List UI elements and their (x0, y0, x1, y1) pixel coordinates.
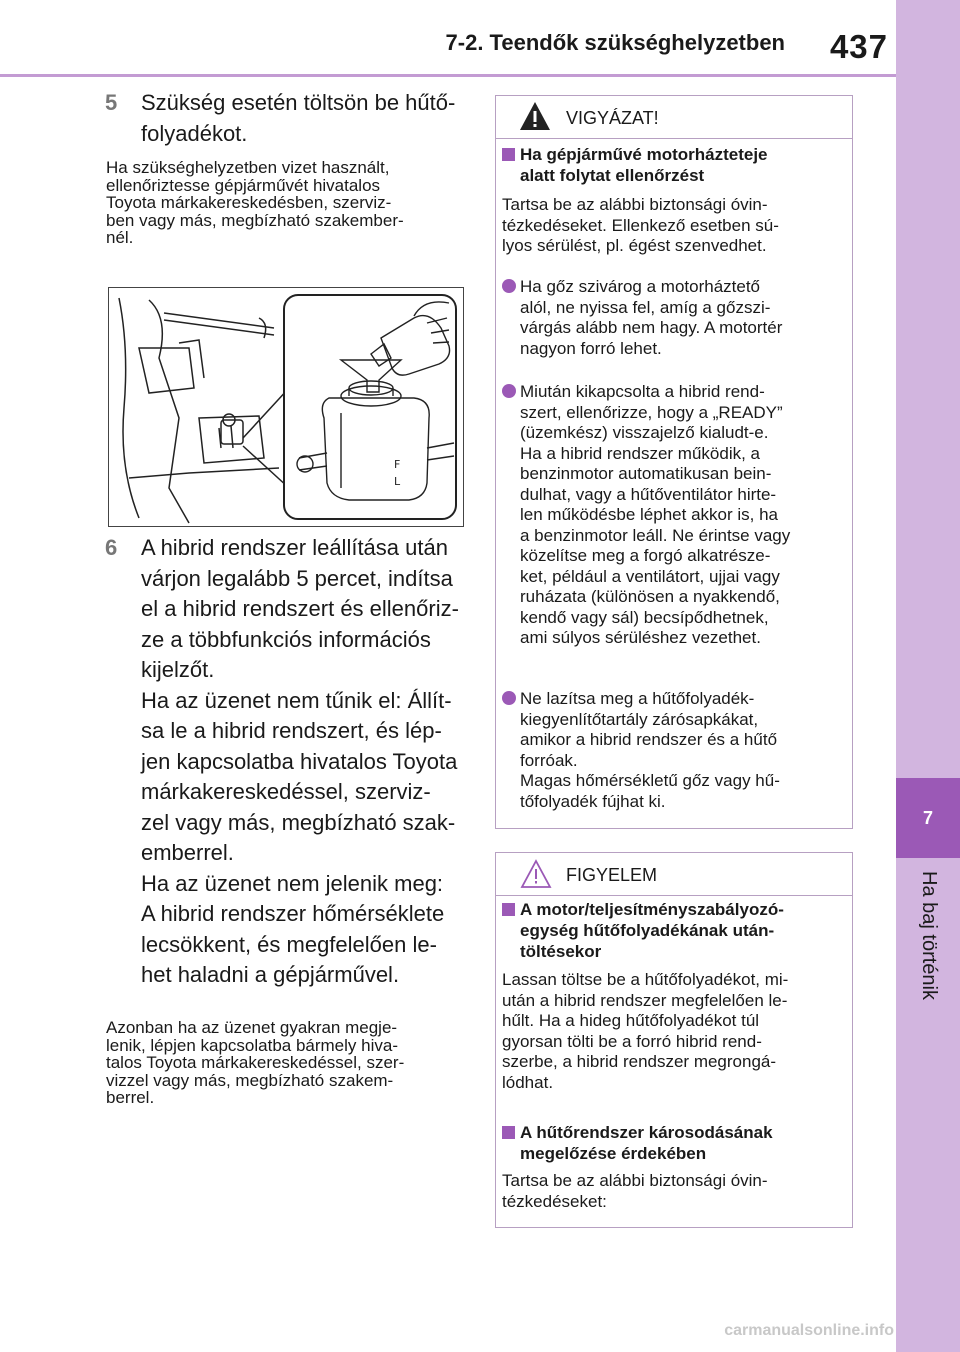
paragraph-line: hűlt. Ha a hideg hűtőfolyadékot túl (502, 1011, 760, 1030)
bullet-line: a benzinmotor leáll. Ne érintse vagy (520, 525, 791, 545)
step-6 (105, 533, 465, 991)
bullet-line: ruházata (különösen a nyakkendő, (520, 587, 780, 606)
heading-line: töltésekor (520, 942, 602, 961)
bullet-line: tőfolyadék fújhat ki. (520, 791, 666, 811)
note-line: nél. (106, 228, 134, 247)
paragraph-line: Tartsa be az alábbi biztonsági óvin- (502, 1171, 768, 1190)
bullet-line: dulhat, vagy a hűtőventilátor hirte- (520, 484, 777, 504)
bullet-line: ami súlyos sérüléshez vezethet. (520, 628, 761, 647)
square-bullet-icon (502, 148, 515, 161)
bullet-line: alól, ne nyissa fel, amíg a gőzszi- (520, 297, 771, 317)
heading-line: megelőzése érdekében (520, 1144, 707, 1163)
bullet-line: amikor a hibrid rendszer és a hűtő (520, 730, 778, 749)
full-mark-label: F (394, 458, 401, 471)
section-title: 7-2. Teendők szükséghelyzetben (445, 30, 785, 55)
step-5-number: 5 (105, 90, 118, 115)
low-mark-label: L (394, 475, 401, 488)
caution-intro-paragraph (502, 195, 842, 257)
step-5-line: folyadékot. (141, 120, 248, 146)
note-line: lenik, lépjen kapcsolatba bármely hiva- (106, 1035, 398, 1055)
bullet-line: benzinmotor automatikusan bein- (520, 464, 772, 483)
step-6-line: lecsökkent, és megfelelően le- (141, 931, 437, 957)
bullet-line: Ha a hibrid rendszer működik, a (520, 443, 761, 463)
step-6-line: el a hibrid rendszert és ellenőriz- (141, 596, 459, 621)
notice-box (495, 852, 853, 1228)
step-6-line: Ha az üzenet nem jelenik meg: (141, 870, 444, 896)
engine-bay-drawing (109, 288, 463, 526)
bullet-line: közelítse meg a forgó alkatrésze- (520, 546, 771, 565)
note-line: berrel. (106, 1088, 155, 1107)
chapter-label (896, 870, 960, 1000)
heading-line: A motor/teljesítményszabályozó- (520, 900, 784, 919)
heading-line: A hűtőrendszer károsodásának (520, 1123, 773, 1142)
note-line: ellenőriztesse gépjárművét hivatalos (106, 175, 381, 195)
step-6-line: jen kapcsolatba hivatalos Toyota (141, 748, 458, 774)
paragraph-line: szerbe, a hibrid rendszer megrongá- (502, 1052, 777, 1071)
step-6-line: A hibrid rendszer hőmérséklete (141, 901, 445, 926)
step-6-line: sa le a hibrid rendszert, és lép- (141, 718, 442, 743)
heading-line: Ha gépjárművé motorházteteje (520, 145, 768, 164)
bullet-line: ket, például a ventilátort, ujjai vagy (520, 566, 780, 586)
step-6-line: zel vagy más, megbízható szak- (141, 809, 456, 835)
coolant-refill-illustration (108, 287, 464, 527)
note-line: vizzel vagy más, megbízható szakem- (106, 1070, 394, 1090)
bullet-line: len működésbe léphet akkor is, ha (520, 505, 778, 524)
note-frequent-message (106, 1019, 466, 1107)
note-line: Azonban ha az üzenet gyakran megje- (106, 1018, 398, 1037)
round-bullet-icon (502, 691, 516, 705)
caution-bullet-reservoir-cap (502, 689, 842, 812)
notice-triangle-icon (520, 859, 552, 889)
paragraph-line: lódhat. (502, 1072, 554, 1092)
step-6-line: várjon legalább 5 percet, indítsa (141, 565, 453, 591)
bullet-line: Ha gőz szivárog a motorháztető (520, 277, 761, 296)
heading-line: egység hűtőfolyadékának után- (520, 921, 775, 940)
note-water-used (106, 159, 466, 247)
step-6-line: het haladni a gépjárművel. (141, 962, 400, 987)
step-6-line: A hibrid rendszer leállítása után (141, 535, 448, 560)
header-divider (0, 74, 896, 77)
chapter-number-tab[interactable]: 7 (896, 778, 960, 858)
square-bullet-icon (502, 1126, 515, 1139)
caution-bullet-ready-indicator (502, 382, 842, 649)
caution-bullet-steam (502, 277, 842, 359)
heading-line: alatt folytat ellenőrzést (520, 166, 705, 185)
paragraph-line: Lassan töltse be a hűtőfolyadékot, mi- (502, 970, 789, 989)
paragraph-line: lyos sérülést, pl. égést szenvedhet. (502, 236, 767, 255)
bullet-line: nagyon forró lehet. (520, 338, 662, 358)
paragraph-line: tézkedéseket. Ellenkező esetben sú- (502, 215, 779, 235)
notice-header (496, 853, 852, 896)
paragraph-line: gyorsan tölti be a forró hibrid rend- (502, 1031, 762, 1051)
notice-title: FIGYELEM (566, 865, 658, 885)
bullet-line: kendő vagy sál) becsípődhetnek, (520, 607, 769, 627)
step-6-number: 6 (105, 535, 118, 560)
step-6-line: márkakereskedéssel, szerviz- (141, 779, 431, 804)
round-bullet-icon (502, 279, 516, 293)
warning-triangle-icon (518, 100, 552, 132)
step-5-line: Szükség esetén töltsön be hűtő- (141, 90, 456, 115)
paragraph-line: után a hibrid rendszer megfelelően le- (502, 990, 788, 1010)
paragraph-line: tézkedéseket: (502, 1191, 607, 1211)
chapter-side-tab (896, 0, 960, 1352)
bullet-line: várgás alább nem hagy. A motortér (520, 318, 783, 337)
step-6-line: ze a többfunkciós információs (141, 626, 431, 652)
bullet-line: forróak. (520, 750, 578, 770)
square-bullet-icon (502, 903, 515, 916)
caution-box (495, 95, 853, 829)
watermark: carmanualsonline.info (724, 1322, 894, 1339)
notice-heading-refill (502, 899, 842, 962)
bullet-line: kiegyenlítőtartály zárósapkákat, (520, 709, 759, 729)
note-line: talos Toyota márkakereskedéssel, szer- (106, 1053, 405, 1072)
caution-title: VIGYÁZAT! (566, 108, 659, 128)
step-5 (105, 88, 465, 149)
paragraph-line: Tartsa be az alábbi biztonsági óvin- (502, 195, 768, 214)
caution-header (496, 96, 852, 139)
note-line: ben vagy más, megbízható szakember- (106, 210, 404, 230)
notice-damage-paragraph (502, 1171, 842, 1212)
step-6-line: emberrel. (141, 840, 234, 865)
note-line: Toyota márkakereskedésben, szerviz- (106, 193, 392, 212)
step-6-line: Ha az üzenet nem tűnik el: Állít- (141, 687, 452, 713)
bullet-line: szert, ellenőrizze, hogy a „READY” (520, 402, 783, 422)
note-line: Ha szükséghelyzetben vizet használt, (106, 158, 390, 177)
bullet-line: Miután kikapcsolta a hibrid rend- (520, 382, 765, 401)
notice-heading-damage (502, 1122, 842, 1164)
bullet-line: (üzemkész) visszajelző kialudt-e. (520, 423, 769, 442)
chapter-label-text: Ha baj történik (917, 870, 940, 1000)
page-number: 437 (829, 28, 888, 65)
notice-refill-paragraph (502, 970, 842, 1093)
step-6-line: kijelzőt. (141, 657, 215, 682)
caution-heading-engine-check (502, 144, 842, 186)
bullet-line: Magas hőmérsékletű gőz vagy hű- (520, 771, 780, 790)
round-bullet-icon (502, 384, 516, 398)
bullet-line: Ne lazítsa meg a hűtőfolyadék- (520, 689, 755, 708)
